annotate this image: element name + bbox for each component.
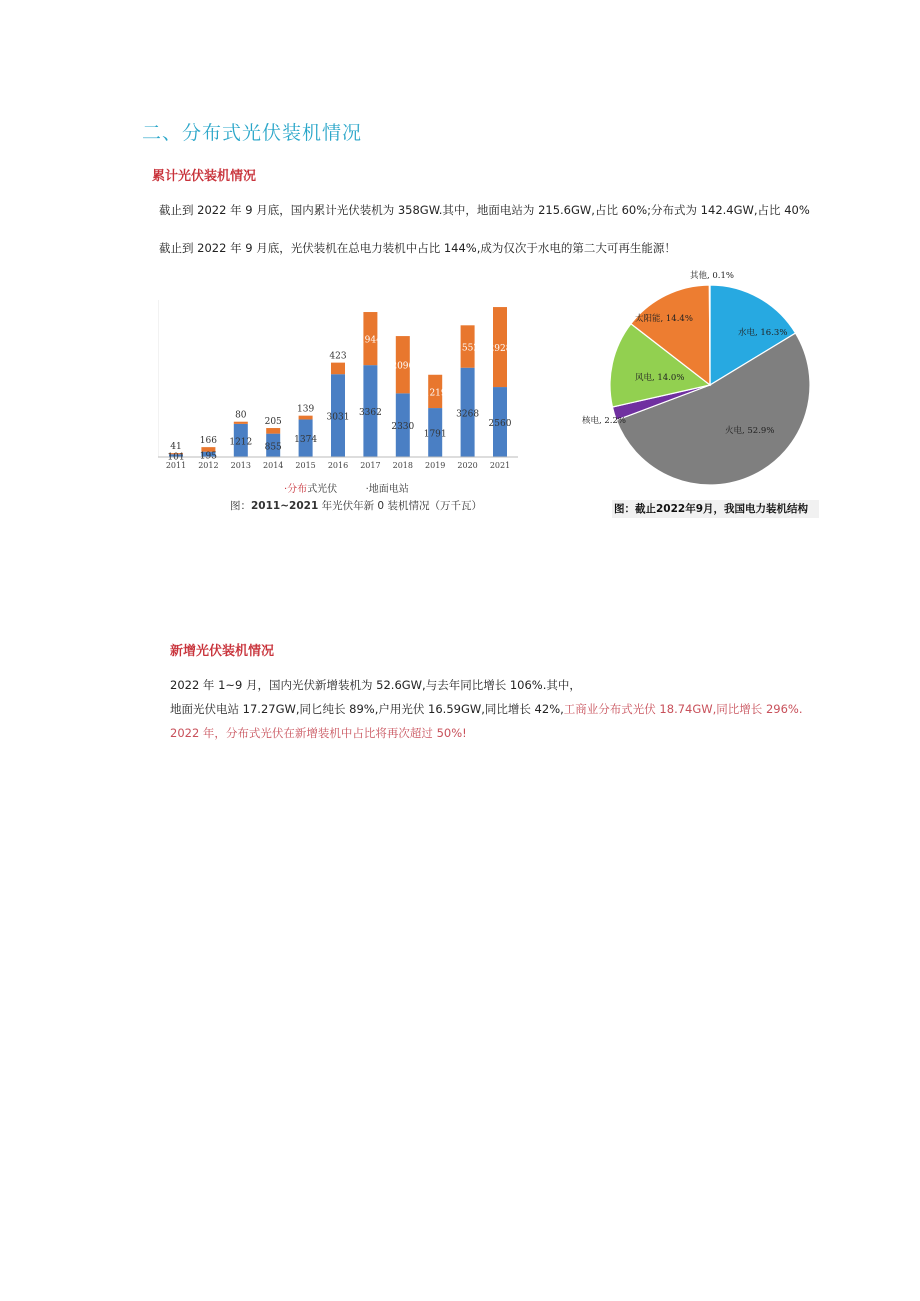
label-distributed-2018: 2096: [391, 361, 415, 372]
tick-2012: 2012: [198, 461, 219, 470]
tick-2017: 2017: [360, 461, 381, 470]
label-ground-2021: 2560: [488, 419, 512, 430]
tick-2021: 2021: [489, 461, 511, 470]
label-distributed-2013: 80: [235, 410, 247, 421]
bar-distributed-2014: [266, 428, 280, 434]
tick-2019: 2019: [425, 461, 446, 470]
pie-label-4: 太阳能, 14.4%: [635, 314, 693, 324]
tick-2020: 2020: [457, 461, 478, 470]
label-distributed-2014: 205: [264, 417, 282, 428]
tick-2018: 2018: [392, 461, 413, 470]
bar-legend: [284, 480, 409, 495]
bar-distributed-2016: [331, 363, 345, 375]
label-ground-2012: 195: [199, 451, 217, 462]
tick-2016: 2016: [327, 461, 349, 470]
pie-label-5: 其他, 0.1%: [690, 271, 734, 281]
label-distributed-2015: 139: [297, 404, 315, 415]
label-distributed-2020: 1552: [456, 343, 480, 354]
bar-distributed-2013: [234, 422, 248, 424]
cumulative-heading: 累计光伏装机情况: [152, 169, 257, 184]
legend-distributed: ·分布式光伏: [284, 484, 338, 495]
label-distributed-2021: 2928: [488, 344, 512, 355]
pie-slice-5: [709, 285, 710, 385]
section-title: 二、分布式光伏装机情况: [142, 122, 363, 144]
label-ground-2017: 3362: [358, 408, 382, 419]
label-ground-2014: 855: [264, 442, 282, 453]
label-ground-2018: 2330: [391, 422, 415, 433]
new-install-paragraph-3: 2022 年，分布式光伏在新增装机中占比将再次超过 50%!: [170, 726, 467, 740]
label-ground-2016: 3031: [326, 412, 350, 423]
pie-label-1: 火电, 52.9%: [725, 426, 775, 436]
tick-2015: 2015: [295, 461, 316, 470]
x-tick-labels: [166, 461, 510, 470]
bar-distributed-2015: [299, 416, 313, 420]
tick-2013: 2013: [230, 461, 251, 470]
label-ground-2020: 3268: [456, 409, 480, 420]
installation-bar-chart: [158, 300, 528, 475]
new-install-paragraph-2: 地面光伏电站 17.27GW,同匕纯长 89%,户用光伏 16.59GW,同比增长 42%,工商业分布式光伏 18.74GW,同比增长 296%.: [170, 702, 803, 716]
pie-label-0: 水电, 16.3%: [738, 328, 788, 338]
label-distributed-2019: 1219: [423, 388, 447, 399]
label-distributed-2017: 1944: [358, 335, 382, 346]
label-ground-2013: 1212: [229, 437, 253, 448]
new-install-paragraph-1: 2022 年 1~9 月，国内光伏新增装机为 52.6GW,与去年同比增长 106%.其中，: [170, 678, 581, 692]
pie-chart-caption: 图：截止2022年9月，我国电力装机结构: [612, 500, 819, 518]
tick-2011: 2011: [165, 461, 187, 470]
label-distributed-2016: 423: [329, 351, 347, 362]
tick-2014: 2014: [263, 461, 284, 470]
pie-label-3: 风电, 14.0%: [635, 373, 685, 383]
label-ground-2019: 1791: [423, 429, 447, 440]
label-ground-2011: 101: [167, 452, 185, 463]
pie-label-2: 核电, 2.2%: [582, 416, 626, 426]
bar-chart-caption: 图：2011~2021 年光伏年新 0 装机情况（万千瓦）: [230, 500, 482, 512]
label-ground-2015: 1374: [294, 435, 318, 446]
label-distributed-2012: 166: [199, 436, 217, 447]
cumulative-paragraph-2: 截止到 2022 年 9 月底，光伏装机在总电力装机中占比 144%,成为仅次于水电的第二大可再生能源！: [159, 241, 676, 255]
new-install-heading: 新增光伏装机情况: [170, 644, 275, 659]
cumulative-paragraph-1: 截止到 2022 年 9 月底，国内累计光伏装机为 358GW.其中，地面电站为 215.6GW,占比 60%;分布式为 142.4GW,占比 40%: [159, 203, 810, 217]
bar-series: [169, 307, 507, 457]
power-structure-pie-chart: [560, 265, 820, 500]
label-distributed-2011: 41: [170, 442, 182, 453]
legend-ground: ·地面电站: [365, 484, 409, 495]
